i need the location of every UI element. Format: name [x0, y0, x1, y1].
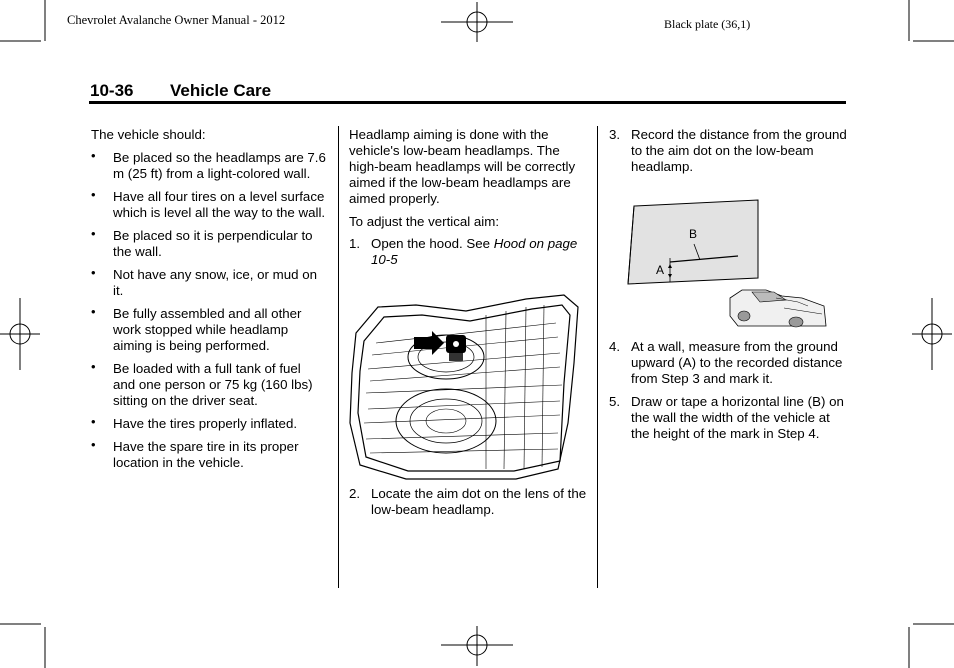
manual-title: Chevrolet Avalanche Owner Manual - 2012	[67, 13, 286, 27]
header-rule	[89, 101, 846, 104]
list-item: • Have all four tires on a level surface which is level all the way to the wall.	[91, 189, 326, 221]
column-2-lower	[349, 486, 587, 518]
aim-dot-icon	[446, 335, 466, 361]
hood-page-reference[interactable]: Hood on page 10-5	[371, 236, 578, 267]
figure-label-a: A	[656, 263, 665, 277]
step-3	[609, 127, 847, 175]
figure-label-b: B	[689, 227, 698, 241]
step-5	[609, 394, 847, 442]
step-3-number: 3.	[609, 127, 621, 142]
step-5-number: 5.	[609, 394, 621, 409]
step-2	[349, 486, 587, 518]
column-1-intro: The vehicle should:	[91, 127, 206, 142]
list-item: • Be fully assembled and all other work stopped while headlamp aiming is being performed.	[91, 306, 326, 354]
section-title: Vehicle Care	[170, 81, 272, 100]
step-4-text: At a wall, measure from the ground upward (A) to the recorded distance from Step 3 and mark it.	[631, 339, 843, 386]
registration-target-top	[441, 2, 513, 42]
step-2-number: 2.	[349, 486, 361, 501]
list-item: • Have the tires properly inflated.	[91, 416, 326, 432]
column-1	[91, 127, 326, 471]
registration-target-left	[0, 298, 40, 370]
vertical-aim-intro: To adjust the vertical aim:	[349, 214, 500, 229]
step-3-text: Record the distance from the ground to the aim dot on the low-beam headlamp.	[631, 127, 847, 174]
list-item: • Be loaded with a full tank of fuel and one person or 75 kg (160 lbs) sitting on the driver seat.	[91, 361, 326, 409]
step-4	[609, 339, 847, 387]
column-2	[349, 127, 587, 268]
column-3-lower	[609, 339, 847, 442]
step-1	[349, 236, 587, 268]
list-item: • Have the spare tire in its proper location in the vehicle.	[91, 439, 326, 471]
step-1-number: 1.	[349, 236, 361, 251]
registration-target-bottom	[441, 626, 513, 666]
column-divider-1	[338, 126, 339, 588]
requirements-list	[91, 150, 326, 471]
column-3	[609, 127, 847, 175]
column-divider-2	[597, 126, 598, 588]
registration-target-right	[912, 298, 952, 370]
step-5-text: Draw or tape a horizontal line (B) on the wall the width of the vehicle at the height of the mark in Step 4.	[631, 394, 844, 441]
list-item: • Not have any snow, ice, or mud on it.	[91, 267, 326, 299]
step-1-text: Open the hood. See	[371, 236, 494, 251]
aim-dot-arrow-icon	[414, 331, 444, 355]
list-item: • Be placed so it is perpendicular to the wall.	[91, 228, 326, 260]
list-item: • Be placed so the headlamps are 7.6 m (25 ft) from a light-colored wall.	[91, 150, 326, 182]
car-icon	[730, 290, 826, 327]
plate-label: Black plate (36,1)	[664, 17, 751, 31]
headlamp-illustration	[346, 293, 582, 483]
step-4-number: 4.	[609, 339, 621, 354]
page-number: 10-36	[90, 81, 134, 100]
column-2-intro: Headlamp aiming is done with the vehicle's low-beam headlamps. The high-beam headlamps will be correctly aimed if the low-beam headlamps are aimed properly.	[349, 127, 576, 206]
step-2-text: Locate the aim dot on the lens of the low-beam headlamp.	[371, 486, 587, 517]
